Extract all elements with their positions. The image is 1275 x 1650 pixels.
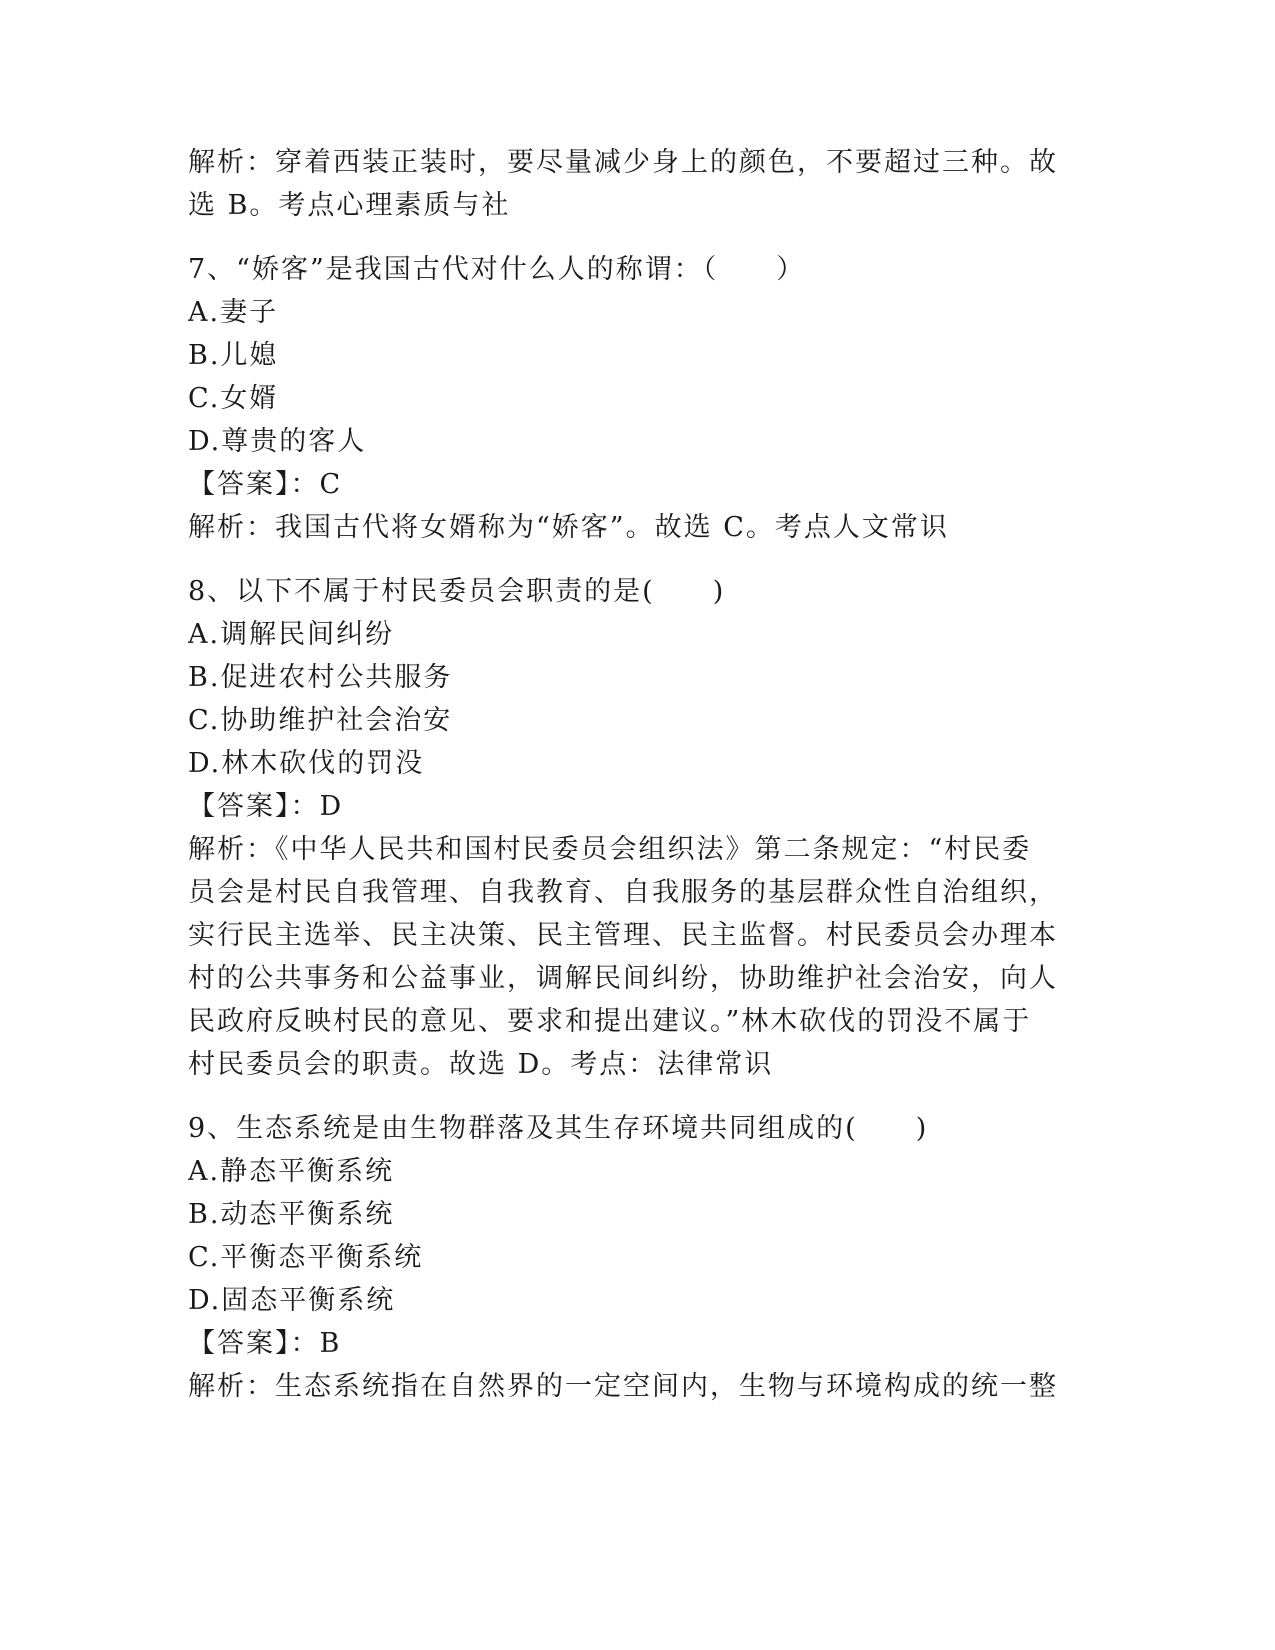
document-content <box>188 141 1068 1408</box>
option-d: D.尊贵的客人 <box>188 426 367 457</box>
explanation-line: 实行民主选举、民主决策、民主管理、民主监督。村民委员会办理本 <box>188 920 1058 951</box>
prev-explanation <box>188 141 1068 227</box>
explanation-line: 村的公共事务和公益事业，调解民间纠纷，协助维护社会治安，向人 <box>188 963 1058 994</box>
explanation-line: 解析：生态系统指在自然界的一定空间内，生物与环境构成的统一整 <box>188 1371 1058 1402</box>
explanation-line: 民政府反映村民的意见、要求和提出建议。”林木砍伐的罚没不属于 <box>188 1006 1032 1037</box>
option-b: B.儿媳 <box>188 340 279 371</box>
option-c: C.女婿 <box>188 383 279 414</box>
option-d: D.林木砍伐的罚没 <box>188 748 425 779</box>
question-stem: 7、“娇客”是我国古代对什么人的称谓：（ ） <box>188 254 806 285</box>
explanation-line: 员会是村民自我管理、自我教育、自我服务的基层群众性自治组织， <box>188 877 1058 908</box>
question-stem: 9、生态系统是由生物群落及其生存环境共同组成的( ) <box>188 1113 929 1144</box>
explanation-line: 解析：我国古代将女婿称为“娇客”。故选 C。考点人文常识 <box>188 512 949 543</box>
option-c: C.协助维护社会治安 <box>188 705 453 736</box>
question-stem: 8、以下不属于村民委员会职责的是( ) <box>188 576 726 607</box>
answer-line: 【答案】：B <box>188 1328 342 1359</box>
explanation-line: 解析：《中华人民共和国村民委员会组织法》第二条规定：“村民委 <box>188 834 1032 865</box>
option-b: B.动态平衡系统 <box>188 1199 395 1230</box>
question-7 <box>188 248 1068 549</box>
answer-line: 【答案】：C <box>188 469 343 500</box>
option-a: A.调解民间纠纷 <box>188 619 395 650</box>
explanation-line: 选 B。考点心理素质与社 <box>188 190 511 221</box>
question-9 <box>188 1107 1068 1408</box>
option-b: B.促进农村公共服务 <box>188 662 453 693</box>
question-8 <box>188 570 1068 1086</box>
option-a: A.静态平衡系统 <box>188 1156 395 1187</box>
answer-line: 【答案】：D <box>188 791 344 822</box>
explanation-line: 村民委员会的职责。故选 D。考点：法律常识 <box>188 1049 774 1080</box>
option-a: A.妻子 <box>188 297 279 328</box>
explanation-line: 解析：穿着西装正装时，要尽量减少身上的颜色，不要超过三种。故 <box>188 147 1058 178</box>
option-d: D.固态平衡系统 <box>188 1285 396 1316</box>
option-c: C.平衡态平衡系统 <box>188 1242 424 1273</box>
